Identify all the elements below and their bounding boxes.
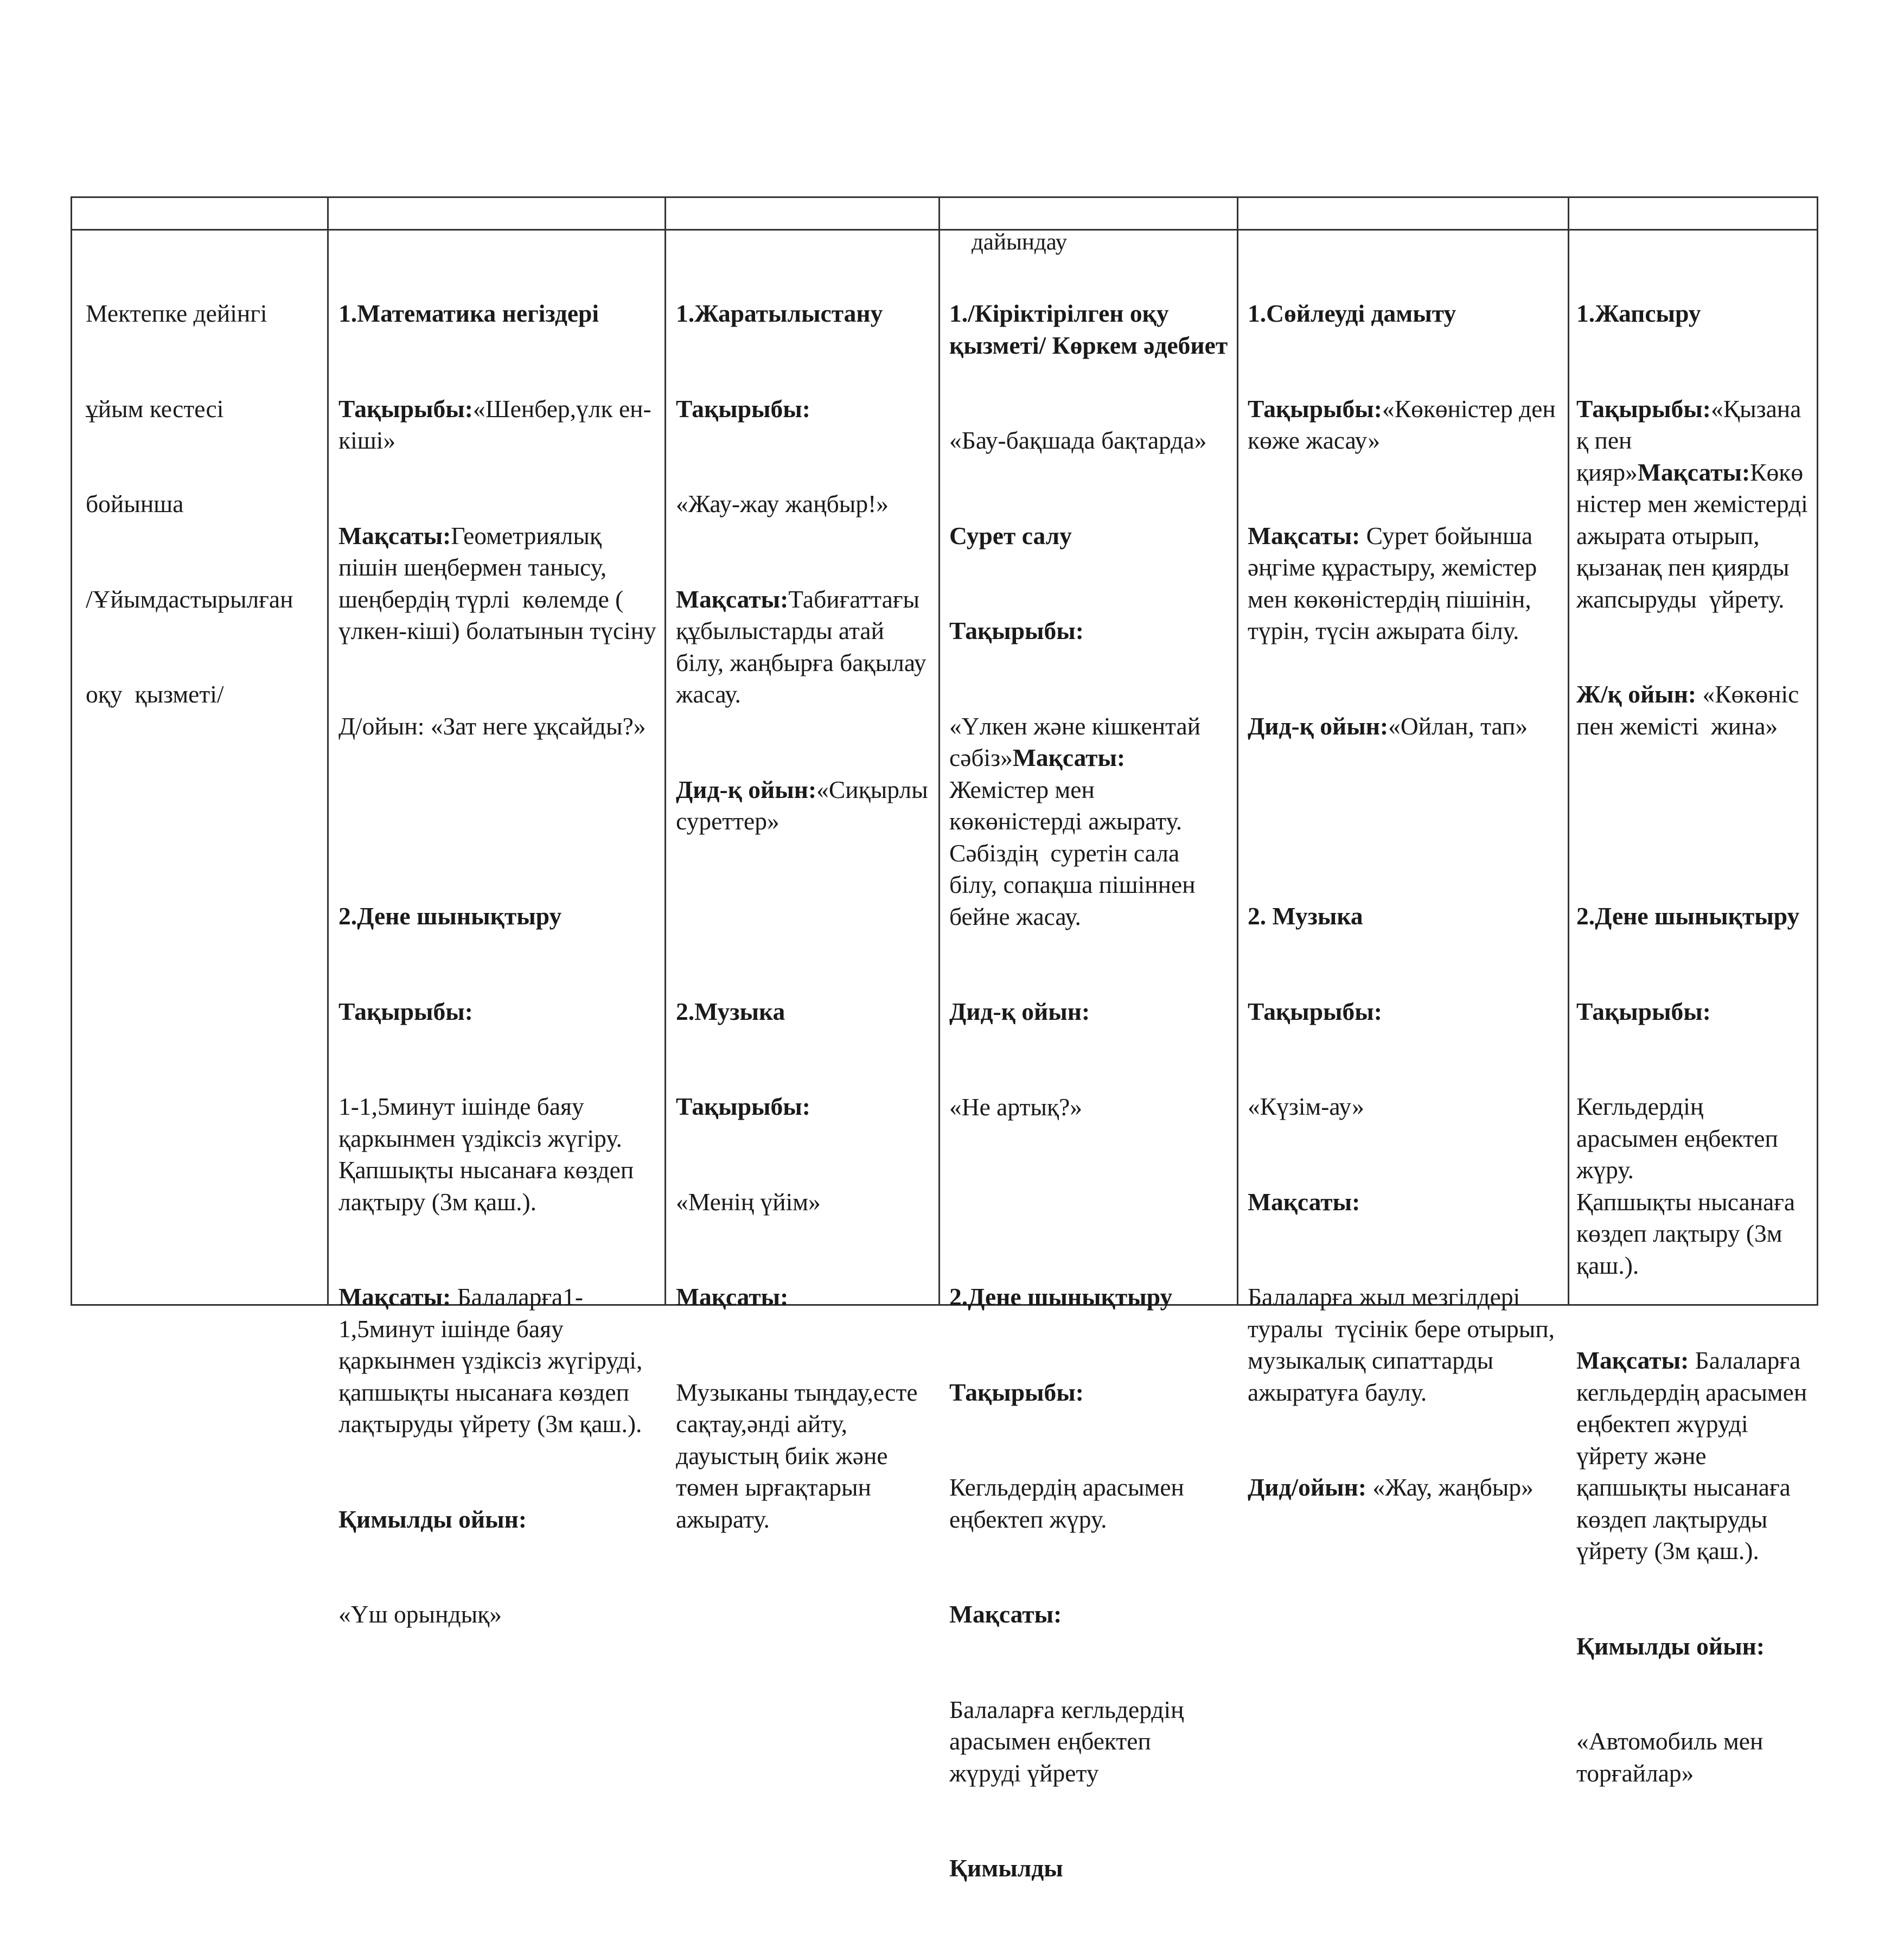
lesson-goal: Музыканы тыңдау,есте сақтау,әнді айту, дауыстың биік және төмен ырғақтарын ажырату. [676, 1378, 924, 1533]
topic-label: Тақырыбы: [1576, 997, 1711, 1025]
lesson-topic: Кегльдердің арасымен еңбектеп жүру. Қапшықты нысанаға көздеп лақтыру (3м қаш.). [1576, 1093, 1796, 1279]
topic-label: Тақырыбы: [1248, 997, 1382, 1025]
lesson-topic: Тақырыбы:«Шенбер,үлк ен-кіші» [338, 394, 651, 454]
row-label-line: Мектепке дейінгі [86, 299, 267, 327]
column-divider [1237, 196, 1238, 1306]
lesson-goal: Балаларға жыл мезгілдері туралы түсінік бере отырып, музыкалық сипаттарды ажыратуға баулу. [1248, 1283, 1561, 1406]
lesson-game: Дид-қ ойын:«Ойлан, тап» [1248, 712, 1528, 740]
topic-label: Тақырыбы: [949, 1378, 1084, 1406]
game-label: Қимылды ойын: [338, 1505, 527, 1533]
monday-cell [331, 234, 663, 1628]
lesson-game: «Автомобиль мен торғайлар» [1576, 1727, 1769, 1787]
row-label-line: /Ұйымдастырылған [86, 585, 293, 613]
lesson-game: Дид/ойын: «Жау, жаңбыр» [1248, 1473, 1534, 1501]
lesson-title: Сурет салу [949, 521, 1072, 550]
goal-label: Мақсаты: [1248, 1187, 1360, 1216]
lesson-goal: Мақсаты: Балаларға кегльдердің арасымен еңбектеп жүруді үйрету және қапшықты нысанаға көздеп лақтыруды үйрету (3м қаш.). [1576, 1346, 1813, 1564]
lesson-title: 1.Жаратылыстану [676, 299, 883, 327]
table-border-top [71, 196, 1818, 198]
lesson-title: 2.Дене шынықтыру [1576, 902, 1800, 930]
lesson-title: 1.Сөйлеуді дамыту [1248, 299, 1456, 327]
wednesday-cell [942, 234, 1235, 1882]
column-divider [327, 196, 329, 1306]
lesson-game: «Не артық?» [949, 1093, 1083, 1121]
thursday-cell [1240, 234, 1566, 1501]
topic-label: Тақырыбы: [676, 394, 810, 423]
lesson-topic: Кегльдердің арасымен еңбектеп жүру. [949, 1473, 1191, 1533]
topic-label: Тақырыбы: [338, 997, 473, 1025]
lesson-game: Ж/қ ойын: «Көкөніс пен жемісті жина» [1576, 680, 1805, 740]
lesson-title: 2.Дене шынықтыру [949, 1283, 1173, 1311]
game-label: Қимылды [949, 1854, 1063, 1882]
lesson-topic: «Жау-жау жаңбыр!» [676, 490, 889, 518]
lesson-topic: Тақырыбы:«Қызанақ пен қияр»Мақсаты:Көкөністер мен жемістерді ажырата отырып, қызанақ пен қиярды жапсыруды үйрету. [1576, 394, 1814, 613]
lesson-game: Дид-қ ойын:«Сиқырлы суреттер» [676, 775, 935, 835]
lesson-topic: «Бау-бақшада бақтарда» [949, 426, 1207, 454]
table-border-right [1817, 196, 1818, 1306]
row-label-line: ұйым кестесі [86, 394, 224, 423]
table-row-divider [71, 229, 1818, 231]
lesson-topic: «Менің үйім» [676, 1187, 821, 1216]
game-label: Қимылды ойын: [1576, 1632, 1765, 1660]
column-divider [938, 196, 940, 1306]
lesson-title: 1.Жапсыру [1576, 299, 1701, 327]
row-label-line: оқу қызметі/ [86, 680, 224, 708]
topic-label: Тақырыбы: [676, 1093, 810, 1120]
lesson-title: 2.Музыка [676, 997, 785, 1025]
lesson-title: 2. Музыка [1248, 902, 1363, 930]
lesson-title: 1./Кіріктірілген оқу қызметі/ Көркем әдебиет [949, 299, 1228, 359]
goal-label: Мақсаты: [949, 1600, 1062, 1628]
schedule-table [71, 196, 1818, 1882]
column-divider [1568, 196, 1569, 1306]
lesson-goal: Мақсаты: Балаларға1-1,5минут ішінде баяу қаркынмен үздіксіз жүгіруді, қапшықты нысанаға көздеп лақтыруды үйрету (3м қаш.). [338, 1283, 643, 1438]
game-label: Дид-қ ойын: [949, 998, 1090, 1025]
header-note-col4: дайындау [972, 229, 1068, 255]
lesson-topic: 1-1,5минут ішінде баяу қаркынмен үздіксіз жүгіру. Қапшықты нысанаға көздеп лақтыру (3м қаш.). [338, 1093, 634, 1216]
lesson-title: 2.Дене шынықтыру [338, 902, 562, 930]
lesson-game: Д/ойын: «Зат неге ұқсайды?» [338, 712, 646, 740]
column-divider [665, 196, 666, 1306]
lesson-goal: Мақсаты:Табиғаттағы құбылыстарды атай білу, жаңбырға бақылау жасау. [676, 585, 939, 708]
row-label-cell [74, 234, 326, 1306]
friday-cell [1571, 234, 1816, 1787]
row-label-line: бойынша [86, 490, 184, 518]
goal-label: Мақсаты: [676, 1283, 789, 1311]
table-border-left [71, 196, 72, 1306]
lesson-goal: Балаларға кегльдердің арасымен еңбектеп жүруді үйрету [949, 1695, 1190, 1787]
lesson-topic-goal: «Үлкен және кішкентай сәбіз»Мақсаты: Жемістер мен көкөністерді ажырату. Сәбіздің суретін сала білу, сопақша пішіннен бейне жасау. [949, 712, 1207, 930]
lesson-game: «Үш орындық» [338, 1600, 502, 1628]
lesson-title: 1.Математика негіздері [338, 299, 599, 327]
lesson-goal: Мақсаты:Геометриялық пішін шеңбермен танысу, шеңбердің түрлі көлемде ( үлкен-кіші) болатынын түсіну [338, 521, 656, 644]
lesson-goal: Мақсаты: Сурет бойынша әңгіме құрастыру, жемістер мен көкөністердің пішінін, түрін, түсін ажырата білу. [1248, 521, 1545, 644]
tuesday-cell [668, 234, 939, 1533]
lesson-topic: «Күзім-ау» [1248, 1093, 1364, 1120]
lesson-topic: Тақырыбы:«Көкөністер ден көже жасау» [1248, 394, 1562, 454]
topic-label: Тақырыбы: [949, 617, 1084, 644]
